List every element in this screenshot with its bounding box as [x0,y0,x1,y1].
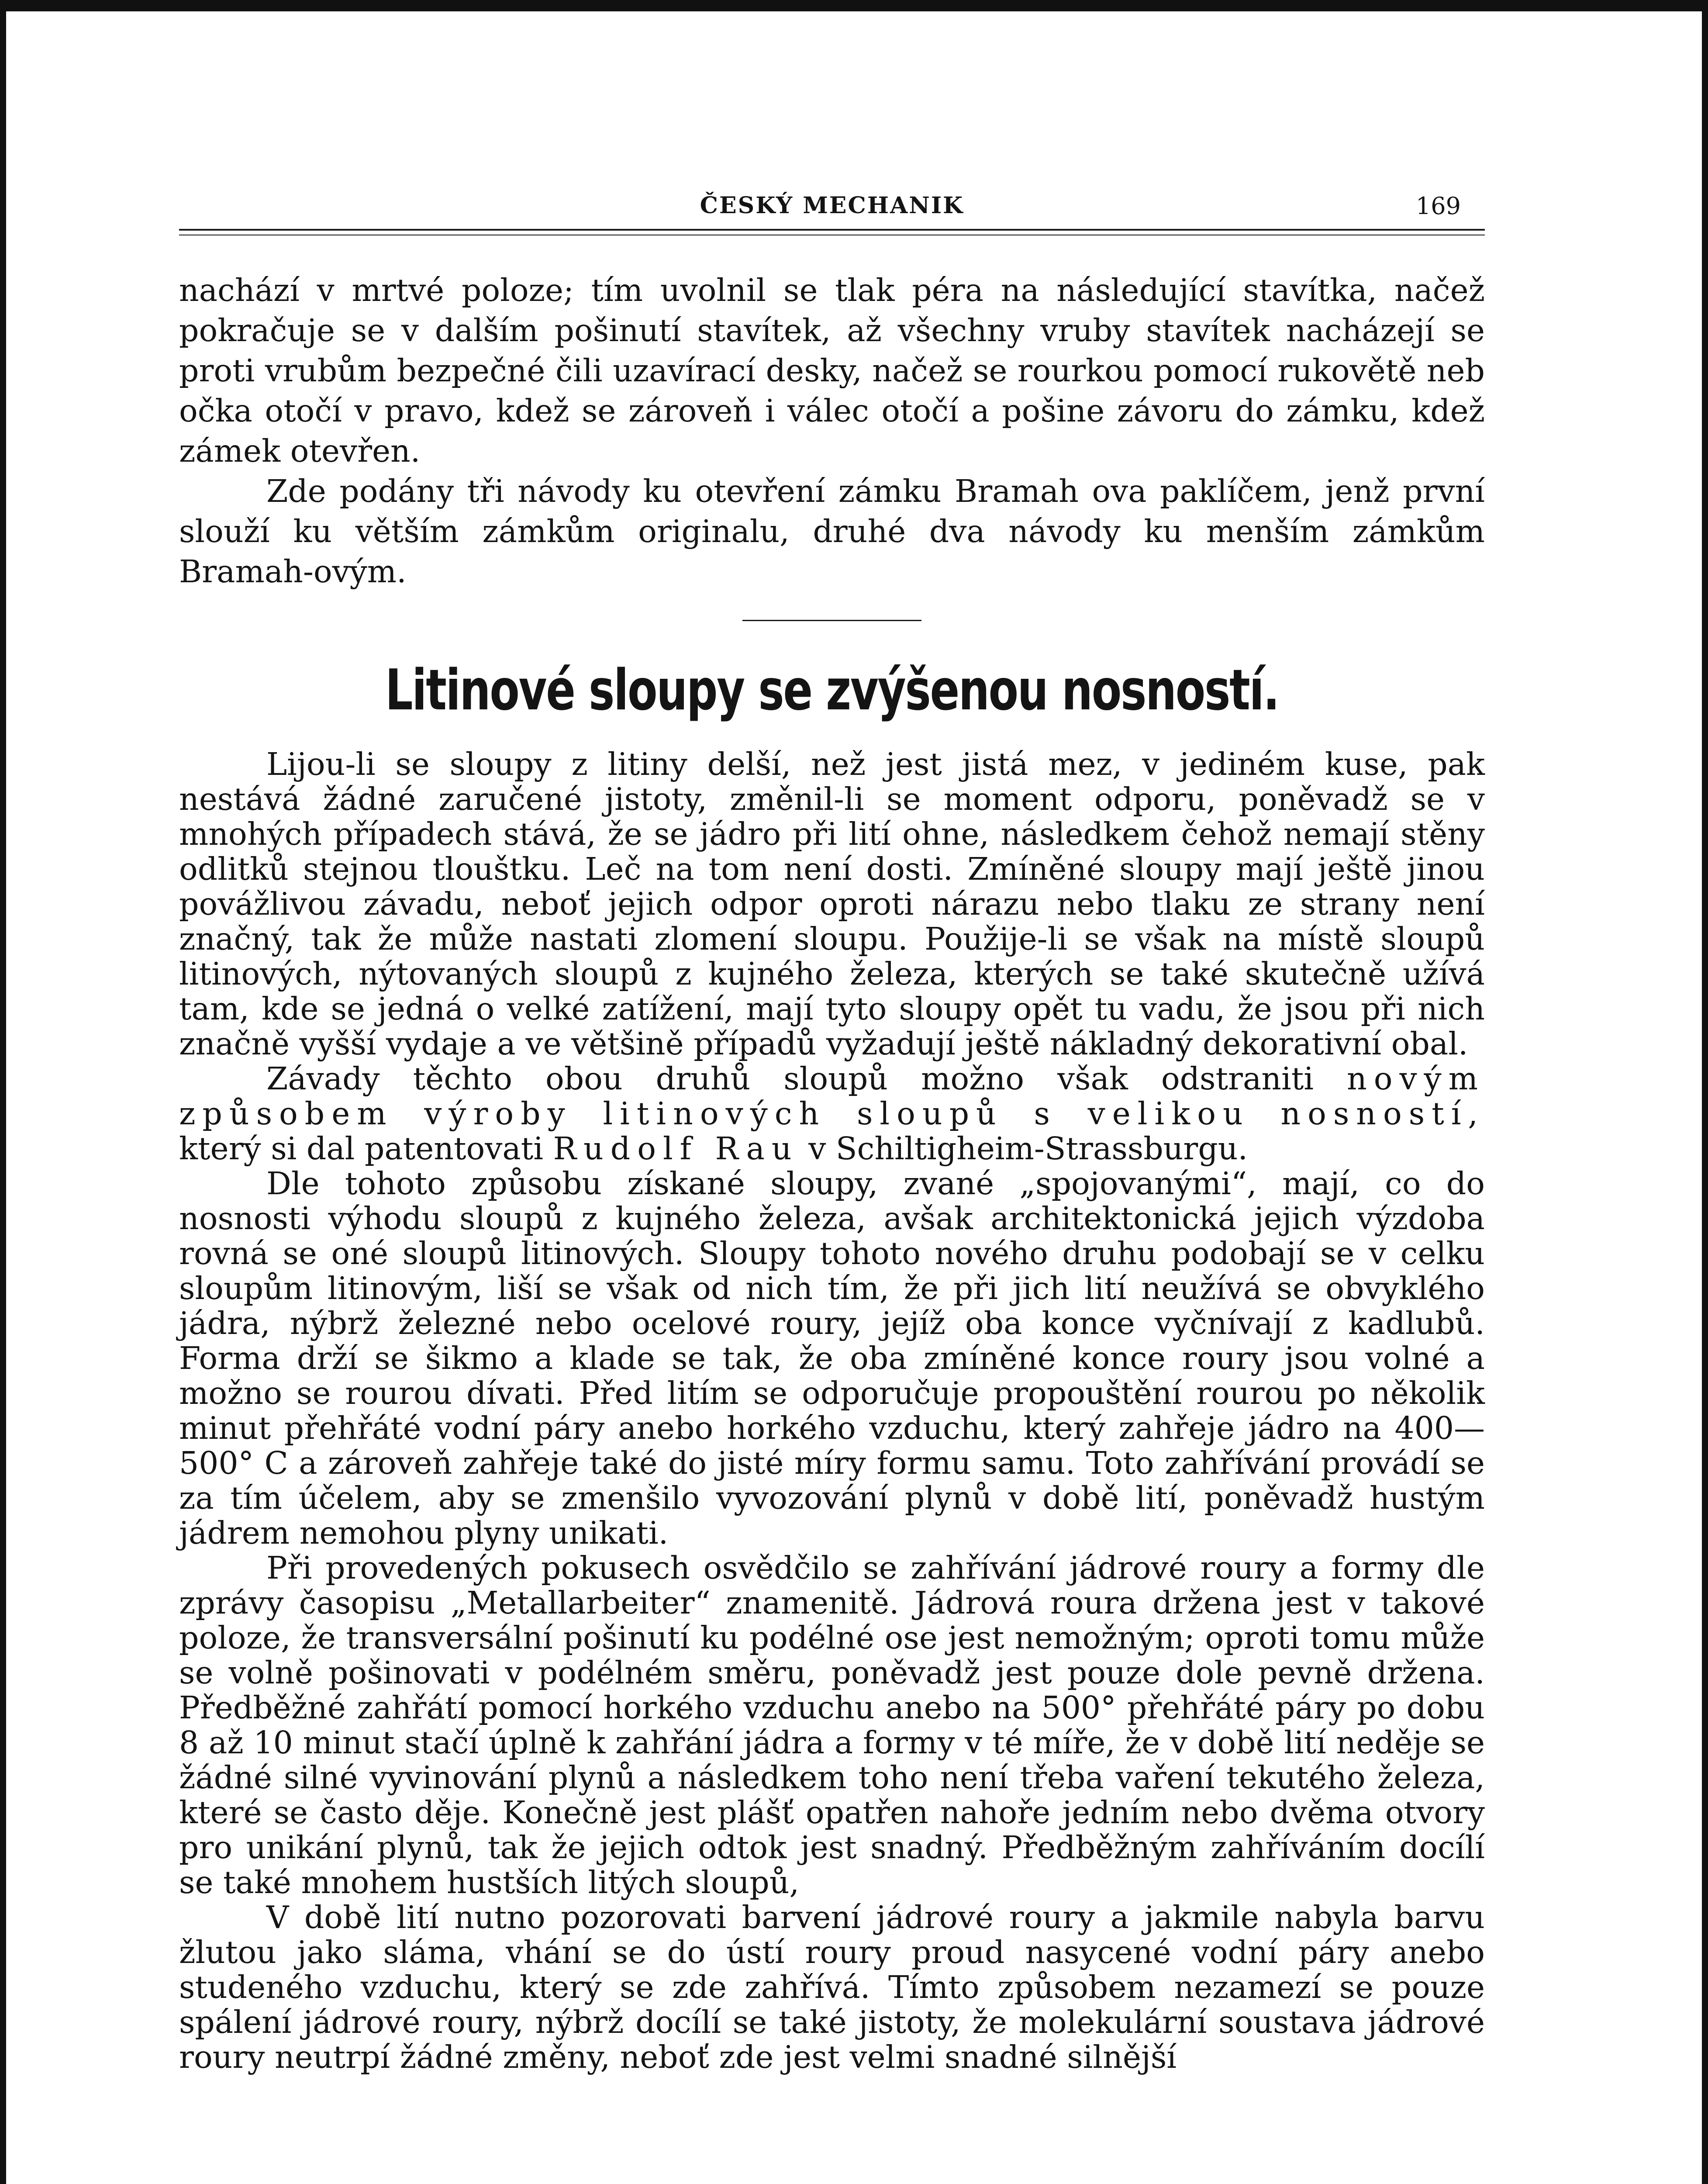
margin-mark [0,1904,5,1912]
header-rule [179,229,1485,231]
article-title: Litinové sloupy se zvýšenou nosností. [385,658,1279,723]
paragraph: V době lití nutno pozorovati barvení jádrové roury a jakmile nabyla barvu žlutou jako sláma, vhání se do ústí roury proud nasycené vodní páry anebo studeného vzduchu, který se zde zahřívá. Tímto způsobem nezamezí se pouze spálení jádrové roury, nýbrž docílí se také jistoty, že molekulární soustava jádrové roury neutrpí žádné změny, neboť zde jest velmi snadné silnější [179,1899,1485,2075]
journal-title: ČESKÝ MECHANIK [700,192,964,219]
paragraph: Zde podány tři návody ku otevření zámku Bramah ova paklíčem, jenž první slouží ku větším zámkům originalu, druhé dva návody ku menším zámkům Bramah-ovým. [179,473,1485,590]
article-body [179,747,1485,2075]
text-run: Závady těchto obou druhů sloupů možno však odstraniti [266,1061,1314,1097]
scan-border-right [1702,0,1708,2184]
patentee-name: Rudolf Rau [553,1130,799,1167]
scan-border-left [0,0,6,2184]
paragraph: Při provedených pokusech osvědčilo se zahřívání jádrové roury a formy dle zprávy časopisu „Metallarbeiter“ znamenitě. Jádrová roura držena jest v takové poloze, že transversální pošinutí ku podélné ose jest nemožným; oproti tomu může se volně pošinovati v podélném směru, poněvadž jest pouze dole pevně držena. Předběžné zahřátí pomocí horkého vzduchu anebo na 500° přehřáté páry po dobu 8 až 10 minut stačí úplně k zahřání jádra a formy v té míře, že v době lití neděje se žádné silné vyvinování plynů a následkem toho není třeba vaření tekutého železa, které se často děje. Konečně jest plášť opatřen nahoře jedním nebo dvěma otvory pro unikání plynů, tak že jejich odtok jest snadný. Předběžným zahříváním docílí se také mnohem hustších litých sloupů, [179,1550,1485,1901]
intro-text [179,270,1485,592]
section-separator [742,620,921,621]
text-run: který si dal patentovati [179,1130,543,1167]
page-number: 169 [1415,192,1461,220]
paragraph: nachází v mrtvé poloze; tím uvolnil se tlak péra na následující stavítka, načež pokračuje se v dalším pošinutí stavítek, až všechny vruby stavítek nacházejí se proti vrubům bezpečné čili uzavírací desky, načež se rourkou pomocí rukovětě neb očka otočí v pravo, kdež se zároveň i válec otočí a pošine závoru do zámku, kdež zámek otevřen. [179,272,1485,469]
paragraph: Lijou-li se sloupy z litiny delší, než jest jistá mez, v jediném kuse, pak nestává žádné zaručené jistoty, změnil-li se moment odporu, poněvadž se v mnohých případech stává, že se jádro při lití ohne, následkem čehož nemají stěny odlitků stejnou tlouštku. Leč na tom není dosti. Zmíněné sloupy mají ještě jinou povážlivou závadu, neboť jejich odpor oproti nárazu nebo tlaku ze strany není značný, tak že může nastati zlomení sloupu. Použije-li se však na místě sloupů litinových, nýtovaných sloupů z kujného železa, kterých se také skutečně užívá tam, kde se jedná o velké zatížení, mají tyto sloupy opět tu vadu, že jsou při nich značně vyšší vydaje a ve většině případů vyžadují ještě nákladný dekorativní obal. [179,746,1485,1062]
scan-border-top [0,0,1708,11]
paragraph: Dle tohoto způsobu získané sloupy, zvané „spojovanými“, mají, co do nosnosti výhodu sloupů z kujného železa, avšak architektonická jejich výzdoba rovná se oné sloupů litinových. Sloupy tohoto nového druhu podobají se v celku sloupům litinovým, liší se však od nich tím, že při jich lití neužívá se obvyklého jádra, nýbrž železné nebo ocelové roury, jejíž oba konce vyčnívají z kadlubů. Forma drží se šikmo a klade se tak, že oba zmíněné konce roury jsou volné a možno se rourou dívati. Před litím se odporučuje propouštění rourou po několik minut přehřáté vodní páry anebo horkého vzduchu, který zahřeje jádro na 400—500° C a zároveň zahřeje také do jisté míry formu samu. Toto zahřívání provádí se za tím účelem, aby se zmenšilo vyvozování plynů v době lití, poněvadž hustým jádrem nemohou plyny unikati. [179,1165,1485,1551]
paragraph [179,1061,1485,1166]
spaced-emphasis: novým způsobem výroby litinových sloupů s velikou nosností, [179,1061,1485,1132]
running-header [179,192,1485,227]
page [179,192,1485,2075]
text-run: v Schiltigheim-Strassburgu. [808,1130,1248,1167]
